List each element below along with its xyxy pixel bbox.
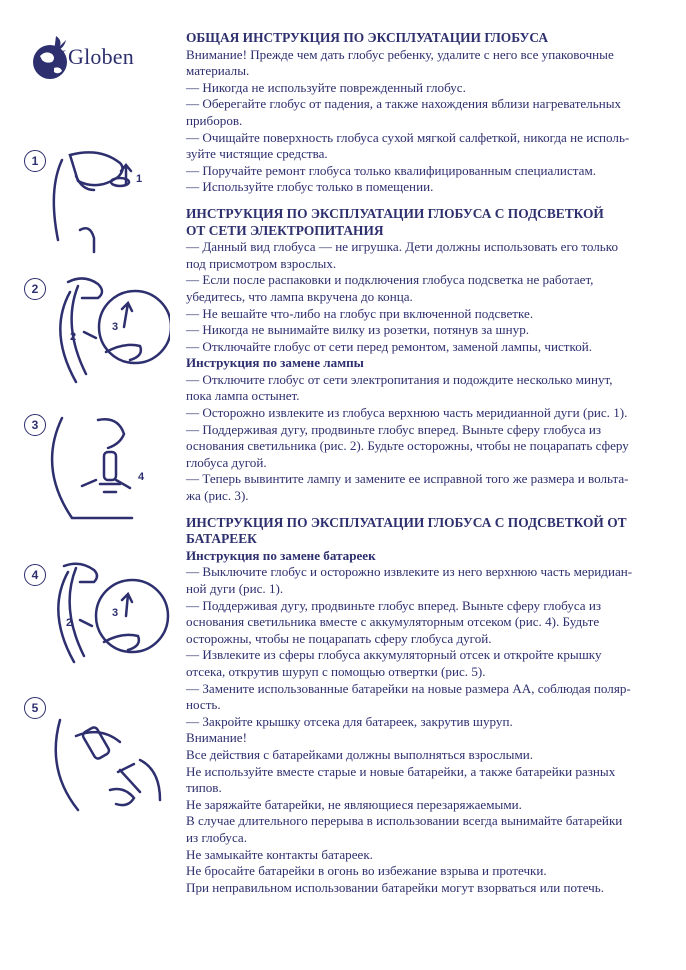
section-2-line: — Не вешайте что-либо на глобус при включенной подсветке. [186, 305, 534, 321]
section-3-line: — Закройте крышку отсека для батареек, закрутив шуруп. [186, 713, 513, 729]
section-2-line: жа (рис. 3). [186, 488, 249, 504]
section-2-title: ИНСТРУКЦИЯ ПО ЭКСПЛУАТАЦИИ ГЛОБУСА С ПОДСВЕТКОЙ [186, 205, 604, 221]
section-1-line: — Оберегайте глобус от падения, а также нахождения вблизи нагревательных [186, 96, 622, 112]
section-2-line: — Теперь вывинтите лампу и замените ее исправной того же размера и вольта- [186, 471, 629, 487]
section-3-line: из глобуса. [186, 829, 248, 845]
section-2-line: — Поддерживая дугу, продвиньте глобус вперед. Выньте сферу глобуса из [186, 421, 602, 437]
section-1-line: — Поручайте ремонт глобуса только квалифицированным специалистам. [186, 162, 597, 178]
step-number-4: 4 [24, 564, 46, 586]
section-2-title-cont: ОТ СЕТИ ЭЛЕКТРОПИТАНИЯ [186, 222, 384, 238]
step-number-1: 1 [24, 150, 46, 172]
section-2-line: — Если после распаковки и подключения глобуса подсветка не работает, [186, 272, 594, 288]
figure-5-open-battery-compartment [40, 700, 170, 815]
section-3-line: Не бросайте батарейки в огонь во избежание взрыва и протечки. [186, 863, 547, 879]
section-3-line: — Извлеките из сферы глобуса аккумуляторный отсек и откройте крышку [186, 647, 602, 663]
section-1-line: приборов. [186, 112, 243, 128]
figure-2-pull-globe [40, 272, 170, 387]
instructions-text [186, 30, 656, 896]
figure-3-arrow-label: 4 [138, 471, 145, 483]
section-3-line: В случае длительного перерыва в использовании всегда вынимайте батарейки [186, 813, 623, 829]
section-2-line: убедитесь, что лампа вкручена до конца. [186, 288, 413, 304]
figure-4-arrow-label-a: 2 [66, 617, 73, 629]
section-2-line: основания светильника (рис. 2). Будьте осторожны, чтобы не поцарапать сферу [186, 438, 629, 454]
section-3-line: Не используйте вместе старые и новые батарейки, а также батарейки разных [186, 763, 616, 779]
section-3-line: Не замыкайте контакты батареек. [186, 846, 373, 862]
figure-4-arrow-label-b: 3 [112, 607, 119, 619]
section-3-line: — Выключите глобус и осторожно извлеките из него верхнюю часть меридиан- [186, 564, 633, 580]
section-3-subtitle: Инструкция по замене батареек [186, 547, 376, 563]
section-2-line: глобуса дугой. [186, 454, 267, 470]
figure-2-arrow-label-b: 3 [112, 321, 119, 333]
section-2-line: под присмотром взрослых. [186, 255, 337, 271]
section-3-line: Не заряжайте батарейки, не являющиеся перезаряжаемыми. [186, 796, 522, 812]
section-3-line: ность. [186, 697, 221, 713]
section-1-line: — Никогда не используйте поврежденный глобус. [186, 79, 466, 95]
section-3-line: основания светильника вместе с аккумуляторным отсеком (рис. 4). Будьте [186, 614, 600, 630]
step-number-2: 2 [24, 278, 46, 300]
section-2-line: — Данный вид глобуса — не игрушка. Дети должны использовать его только [186, 239, 618, 255]
figure-1-arrow-label: 1 [136, 173, 143, 185]
section-1-line: — Используйте глобус только в помещении. [186, 179, 434, 195]
section-3-line: — Замените использованные батарейки на новые размера АА, соблюдая поляр- [186, 680, 631, 696]
section-1-line: — Очищайте поверхность глобуса сухой мягкой салфеткой, никогда не исполь- [186, 129, 630, 145]
section-3-line: отсека, открутив шуруп с помощью отвертки (рис. 5). [186, 663, 486, 679]
section-3-line: типов. [186, 780, 222, 796]
section-1-line: зуйте чистящие средства. [186, 146, 328, 162]
section-3-line: При неправильном использовании батарейки могут взорваться или потечь. [186, 879, 604, 895]
section-3-line: ной дуги (рис. 1). [186, 581, 284, 596]
figure-4-pull-globe-battery [40, 558, 170, 673]
section-2-line: пока лампа остынет. [186, 388, 300, 404]
section-1-line: Внимание! Прежде чем дать глобус ребенку, удалите с него все упаковочные [186, 46, 614, 62]
brand-name: Globen [68, 44, 134, 69]
figure-1-remove-arc [40, 140, 170, 255]
step-number-5: 5 [24, 697, 46, 719]
section-2-line: — Отключите глобус от сети электропитания и подождите несколько минут, [186, 371, 613, 387]
section-2-line: — Осторожно извлеките из глобуса верхнюю часть меридианной дуги (рис. 1). [186, 405, 628, 421]
section-3-title: ИНСТРУКЦИЯ ПО ЭКСПЛУАТАЦИИ ГЛОБУСА С ПОДСВЕТКОЙ ОТ [186, 514, 627, 530]
figure-2-arrow-label-a: 2 [70, 331, 77, 343]
step-number-3: 3 [24, 414, 46, 436]
section-3-line: Внимание! [186, 730, 247, 746]
section-3-title-cont: БАТАРЕЕК [186, 531, 257, 547]
figure-3-replace-lamp [40, 410, 170, 525]
section-3-line: осторожны, чтобы не поцарапать сферу глобуса дугой. [186, 630, 492, 646]
section-3-line: — Поддерживая дугу, продвиньте глобус вперед. Выньте сферу глобуса из [186, 597, 602, 613]
section-2-subtitle: Инструкция по замене лампы [186, 355, 364, 371]
section-1-line: материалы. [186, 63, 250, 79]
section-1-title: ОБЩАЯ ИНСТРУКЦИЯ ПО ЭКСПЛУАТАЦИИ ГЛОБУСА [186, 30, 549, 45]
section-2-line: — Отключайте глобус от сети перед ремонтом, заменой лампы, чисткой. [186, 338, 593, 354]
section-3-line: Все действия с батарейками должны выполняться взрослыми. [186, 746, 534, 762]
section-2-line: — Никогда не вынимайте вилку из розетки, потянув за шнур. [186, 322, 530, 338]
